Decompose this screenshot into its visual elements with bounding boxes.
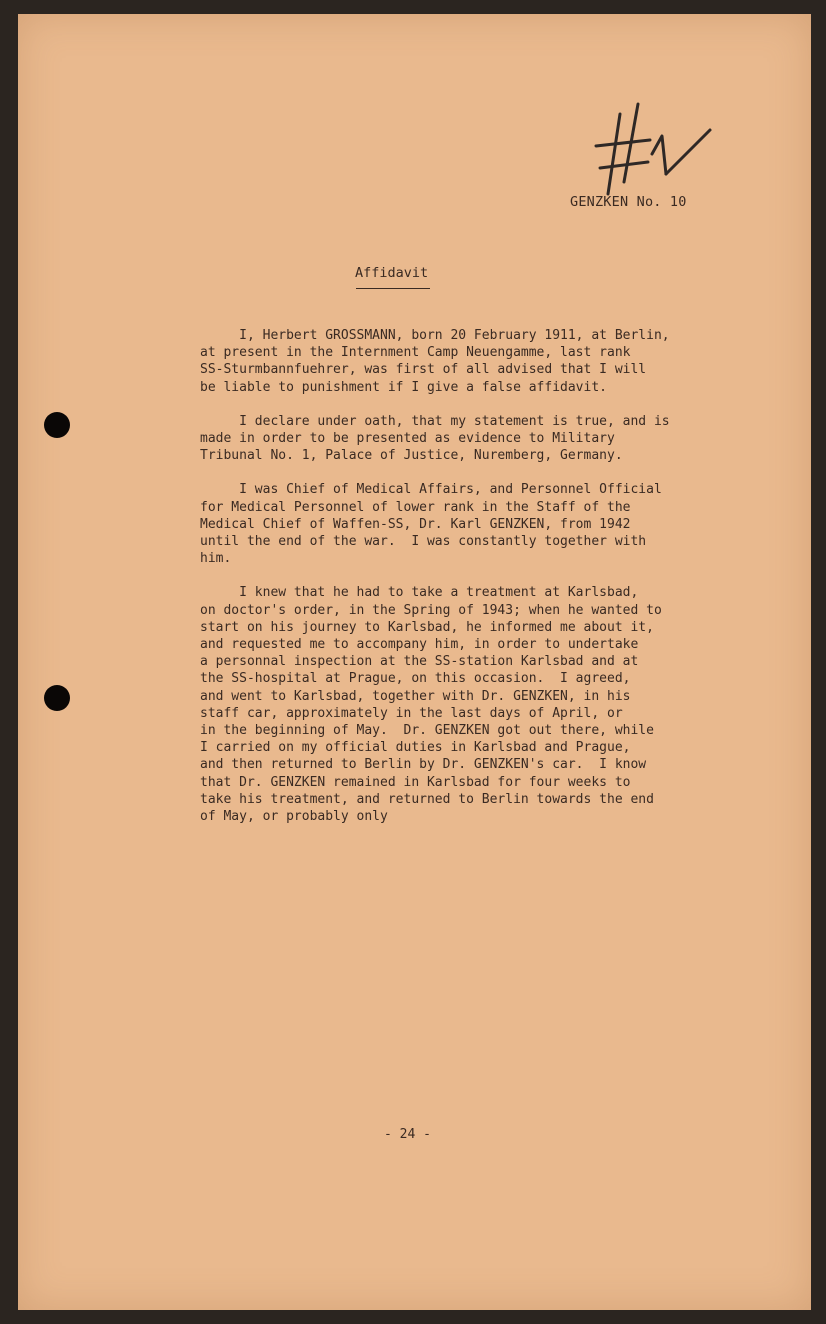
text-line: made in order to be presented as evidence to Military bbox=[200, 431, 615, 447]
text-line: the SS-hospital at Prague, on this occasion. I agreed, bbox=[200, 671, 631, 687]
text-line: until the end of the war. I was constantly together with bbox=[200, 534, 647, 550]
text-line: for Medical Personnel of lower rank in the Staff of the bbox=[200, 499, 631, 515]
text-line: Medical Chief of Waffen-SS, Dr. Karl GENZKEN, from 1942 bbox=[200, 516, 631, 532]
document-reference: GENZKEN No. 10 bbox=[570, 194, 687, 210]
affidavit-body bbox=[200, 327, 720, 841]
text-line: and requested me to accompany him, in order to undertake bbox=[200, 637, 639, 653]
text-line: I declare under oath, that my statement is true, and is bbox=[200, 413, 670, 429]
paragraph-karlsbad bbox=[200, 584, 720, 825]
text-line: staff car, approximately in the last days of April, or bbox=[200, 705, 623, 721]
text-line: Tribunal No. 1, Palace of Justice, Nuremberg, Germany. bbox=[200, 448, 623, 464]
page-number: - 24 - bbox=[384, 1127, 431, 1142]
punch-hole bbox=[44, 685, 70, 711]
text-line: SS-Sturmbannfuehrer, was first of all advised that I will bbox=[200, 362, 647, 378]
text-line: that Dr. GENZKEN remained in Karlsbad for four weeks to bbox=[200, 774, 631, 790]
text-line: and then returned to Berlin by Dr. GENZKEN's car. I know bbox=[200, 757, 647, 773]
text-line: at present in the Internment Camp Neuengamme, last rank bbox=[200, 345, 631, 361]
text-line: start on his journey to Karlsbad, he informed me about it, bbox=[200, 619, 654, 635]
text-line: I was Chief of Medical Affairs, and Personnel Official bbox=[200, 482, 662, 498]
title-underline bbox=[356, 288, 430, 289]
text-line: of May, or probably only bbox=[200, 809, 388, 825]
punch-hole bbox=[44, 412, 70, 438]
text-line: I knew that he had to take a treatment at Karlsbad, bbox=[200, 585, 639, 601]
paragraph-oath bbox=[200, 413, 720, 465]
text-line: be liable to punishment if I give a false affidavit. bbox=[200, 379, 607, 395]
handwritten-exhibit-mark bbox=[590, 84, 720, 204]
text-line: him. bbox=[200, 551, 232, 567]
text-line: a personnal inspection at the SS-station Karlsbad and at bbox=[200, 654, 639, 670]
text-line: I carried on my official duties in Karlsbad and Prague, bbox=[200, 740, 631, 756]
paragraph-identity bbox=[200, 327, 720, 396]
text-line: I, Herbert GROSSMANN, born 20 February 1911, at Berlin, bbox=[200, 328, 670, 343]
text-line: in the beginning of May. Dr. GENZKEN got out there, while bbox=[200, 723, 654, 739]
text-line: take his treatment, and returned to Berlin towards the end bbox=[200, 791, 654, 807]
document-page bbox=[18, 14, 811, 1310]
text-line: on doctor's order, in the Spring of 1943; when he wanted to bbox=[200, 602, 662, 618]
paragraph-position bbox=[200, 481, 720, 567]
document-title: Affidavit bbox=[355, 265, 429, 281]
text-line: and went to Karlsbad, together with Dr. GENZKEN, in his bbox=[200, 688, 631, 704]
